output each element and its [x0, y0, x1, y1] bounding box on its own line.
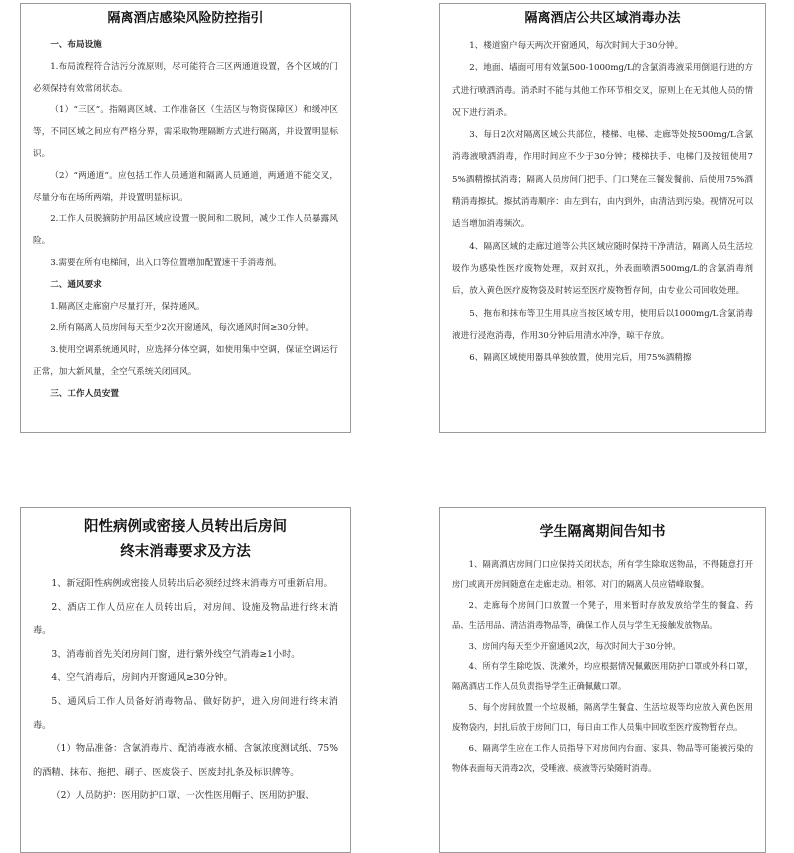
paragraph: 1.隔离区走廊窗户尽量打开，保持通风。	[50, 301, 205, 312]
document-body	[452, 554, 753, 778]
paragraph: 1、楼道窗户每天两次开窗通风，每次时间大于30分钟。	[469, 41, 684, 51]
paragraph: 2、酒店工作人员应在人员转出后，对房间、设施及物品进行终末消毒。	[33, 601, 338, 637]
paragraph: 6、隔离学生应在工作人员指导下对房间内台面、家具、物品等可能被污染的物体表面每天消毒2次，受唾液、痰液等污染随时消毒。	[452, 742, 753, 774]
paragraph: 1.布局流程符合洁污分流原则，尽可能符合三区两通道设置，各个区域的门必须保持有效常闭状态。	[33, 61, 338, 94]
paragraph: 4、隔离区域的走廊过道等公共区域应随时保持干净清洁，隔离人员生活垃圾作为感染性医疗废物处理，双封双扎，外表面喷洒500mg/L的含氯消毒剂后，放入黄色医疗废物袋及时转运至医疗废物暂存间，由专业公司回收处理。	[452, 241, 753, 297]
paragraph: 3、每日2次对隔离区域公共部位，楼梯、电梯、走廊等处按500mg/L含氯消毒液喷洒消毒，作用时间应不少于30分钟；楼梯扶手、电梯门及按钮使用75%酒精擦拭消毒；隔离人员房间门把手、门口凳在三餐发餐前、后使用75%酒精消毒擦拭。擦拭消毒顺序：由左到右，由内到外，由清洁到污染。视情况可以适当增加消毒频次。	[452, 130, 753, 230]
paragraph: 4、所有学生除吃饭、洗漱外，均应根据情况佩戴医用防护口罩或外科口罩，隔离酒店工作人员负责指导学生正确佩戴口罩。	[452, 661, 753, 692]
document-body	[452, 35, 753, 369]
paragraph: 5、每个房间放置一个垃圾桶，隔离学生餐盒、生活垃圾等均应放入黄色医用废物袋内，封扎后放于房间门口，每日由工作人员集中回收至医疗废物暂存点。	[452, 701, 753, 733]
paragraph: 2.工作人员脱摘防护用品区域应设置一脱间和二脱间，减少工作人员暴露风险。	[33, 214, 338, 247]
document-card-public-area-disinfection	[439, 3, 766, 433]
document-title	[33, 514, 338, 564]
document-title: 隔离酒店公共区域消毒办法	[524, 11, 681, 26]
paragraph: （1）“三区”。指隔离区域、工作准备区（生活区与物资保障区）和缓冲区等，不同区域之间应有严格分界，需采取物理隔断方式进行隔离，并设置明显标识。	[33, 105, 338, 159]
paragraph: 2.所有隔离人员房间每天至少2次开窗通风，每次通风时间≥30分钟。	[50, 323, 315, 334]
paragraph: （2）“两通道”。应包括工作人员通道和隔离人员通道，两通道不能交叉，尽量分布在场所两端，并设置明显标识。	[33, 170, 338, 203]
document-card-infection-control	[20, 3, 351, 433]
document-card-student-notice	[439, 507, 766, 853]
paragraph: 3、消毒前首先关闭房间门窗，进行紫外线空气消毒≥1小时。	[51, 648, 301, 660]
paragraph: （2）人员防护：医用防护口罩、一次性医用帽子、医用防护服、	[51, 790, 315, 802]
paragraph: 4、空气消毒后，房间内开窗通风≥30分钟。	[51, 672, 233, 684]
paragraph: 5、拖布和抹布等卫生用具应当按区域专用，使用后以1000mg/L含氯消毒液进行浸泡消毒，作用30分钟后用清水冲净，晾干存放。	[452, 308, 753, 341]
document-title-line-1: 阳性病例或密接人员转出后房间	[84, 518, 287, 535]
section-heading: 三、工作人员安置	[50, 388, 119, 399]
paragraph: 3.需要在所有电梯间，出入口等位置增加配置速干手消毒剂。	[50, 257, 282, 268]
section-heading: 一、布局设施	[50, 40, 102, 50]
paragraph: 3、房间内每天至少开窗通风2次，每次时间大于30分钟。	[468, 640, 681, 651]
document-title: 隔离酒店感染风险防控指引	[107, 11, 264, 26]
document-body	[33, 35, 338, 406]
document-body	[33, 572, 338, 808]
paragraph: 5、通风后工作人员备好消毒物品、做好防护，进入房间进行终末消毒。	[33, 695, 338, 731]
paragraph: 2、走廊每个房间门口放置一个凳子，用来暂时存放发放给学生的餐盒、药品、生活用品、清洁消毒物品等，确保工作人员与学生无接触发放物品。	[452, 599, 753, 631]
paragraph: 1、隔离酒店房间门口应保持关闭状态，所有学生除取送物品，不得随意打开房门或离开房间随意在走廊走动。相邻、对门的隔离人员应错峰取餐。	[452, 559, 753, 590]
document-title-line-2: 终末消毒要求及方法	[120, 543, 251, 560]
document-title: 学生隔离期间告知书	[539, 524, 666, 540]
paragraph: （1）物品准备：含氯消毒片、配消毒液水桶、含氯浓度测试纸、75%的酒精、抹布、拖把、刷子、医废袋子、医废封扎条及标识牌等。	[33, 743, 338, 778]
paragraph: 6、隔离区域使用器具单独放置，使用完后，用75%酒精擦	[469, 353, 692, 364]
paragraph: 2、地面、墙面可用有效氯500-1000mg/L的含氯消毒液采用倒退行进的方式进行喷洒消毒。消杀时不能与其他工作环节相交叉，原则上在无其他人员的情况下进行消杀。	[452, 63, 753, 118]
paragraph: 3.使用空调系统通风时，应选择分体空调，如使用集中空调，保证空调运行正常，加大新风量，全空气系统关闭回风。	[33, 345, 338, 377]
paragraph: 1、新冠阳性病例或密接人员转出后必须经过终末消毒方可重新启用。	[51, 578, 333, 589]
document-card-terminal-disinfection	[20, 507, 351, 853]
section-heading: 二、通风要求	[50, 279, 102, 290]
